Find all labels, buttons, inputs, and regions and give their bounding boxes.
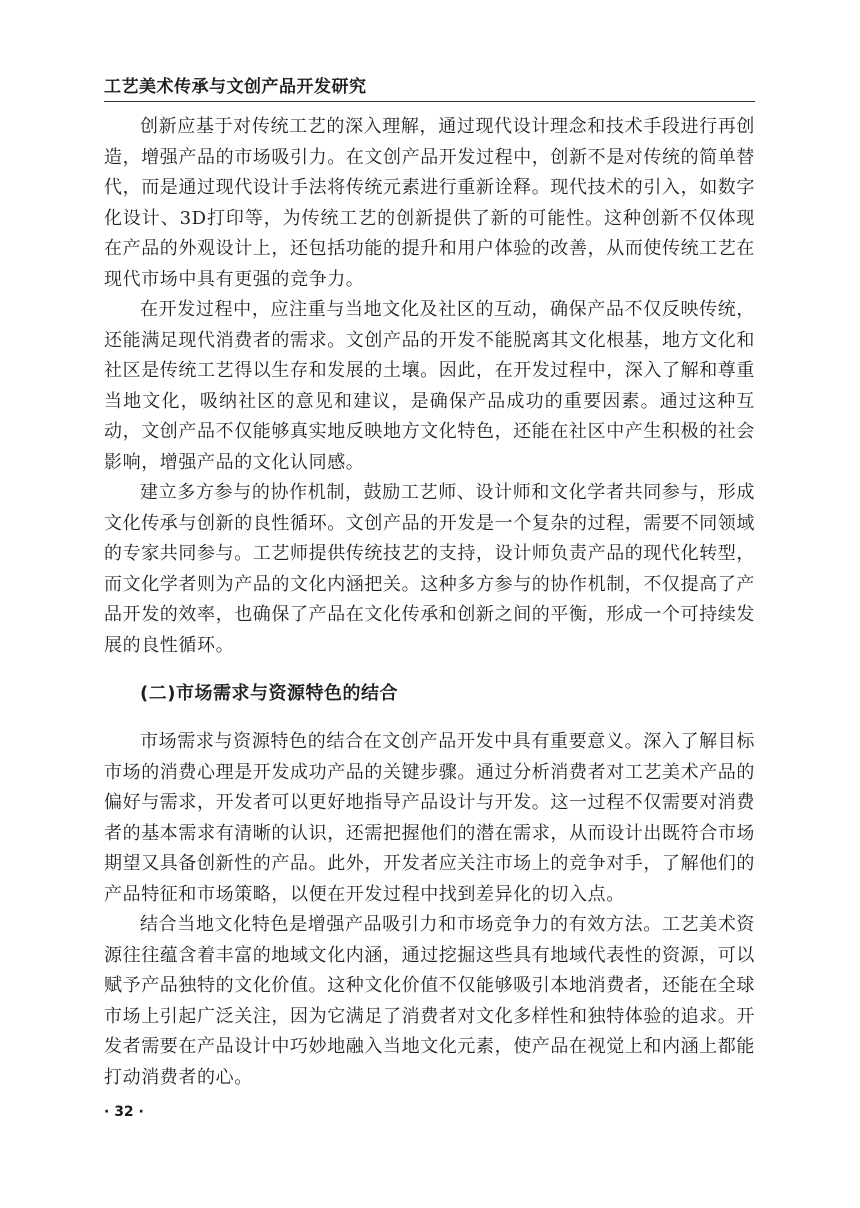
running-head: 工艺美术传承与文创产品开发研究	[104, 77, 367, 97]
body-text	[104, 112, 755, 1093]
page-number: · 32 ·	[104, 1104, 144, 1120]
section-heading: (二)市场需求与资源特色的结合	[140, 683, 398, 704]
paragraph-innovation: 创新应基于对传统工艺的深入理解，通过现代设计理念和技术手段进行再创造，增强产品的市场吸引力。在文创产品开发过程中，创新不是对传统的简单替代，而是通过现代设计手法将传统元素进行重新诠释。现代技术的引入，如数字化设计、3D打印等，为传统工艺的创新提供了新的可能性。这种创新不仅体现在产品的外观设计上，还包括功能的提升和用户体验的改善，从而使传统工艺在现代市场中具有更强的竞争力。	[104, 116, 755, 290]
header-rule	[104, 101, 755, 102]
paragraph-local-culture: 结合当地文化特色是增强产品吸引力和市场竞争力的有效方法。工艺美术资源往往蕴含着丰富的地域文化内涵，通过挖掘这些具有地域代表性的资源，可以赋予产品独特的文化价值。这种文化价值不仅能够吸引本地消费者，还能在全球市场上引起广泛关注，因为它满足了消费者对文化多样性和独特体验的追求。开发者需要在产品设计中巧妙地融入当地文化元素，使产品在视觉上和内涵上都能打动消费者的心。	[104, 914, 755, 1088]
paragraph-market-demand: 市场需求与资源特色的结合在文创产品开发中具有重要意义。深入了解目标市场的消费心理是开发成功产品的关键步骤。通过分析消费者对工艺美术产品的偏好与需求，开发者可以更好地指导产品设计与开发。这一过程不仅需要对消费者的基本需求有清晰的认识，还需把握他们的潜在需求，从而设计出既符合市场期望又具备创新性的产品。此外，开发者应关注市场上的竞争对手，了解他们的产品特征和市场策略，以便在开发过程中找到差异化的切入点。	[104, 731, 755, 905]
paragraph-community-interaction: 在开发过程中，应注重与当地文化及社区的互动，确保产品不仅反映传统，还能满足现代消费者的需求。文创产品的开发不能脱离其文化根基，地方文化和社区是传统工艺得以生存和发展的土壤。因此，在开发过程中，深入了解和尊重当地文化，吸纳社区的意见和建议，是确保产品成功的重要因素。通过这种互动，文创产品不仅能够真实地反映地方文化特色，还能在社区中产生积极的社会影响，增强产品的文化认同感。	[104, 299, 755, 473]
paragraph-collaboration-mechanism: 建立多方参与的协作机制，鼓励工艺师、设计师和文化学者共同参与，形成文化传承与创新的良性循环。文创产品的开发是一个复杂的过程，需要不同领域的专家共同参与。工艺师提供传统技艺的支持，设计师负责产品的现代化转型，而文化学者则为产品的文化内涵把关。这种多方参与的协作机制，不仅提高了产品开发的效率，也确保了产品在文化传承和创新之间的平衡，形成一个可持续发展的良性循环。	[104, 482, 755, 656]
